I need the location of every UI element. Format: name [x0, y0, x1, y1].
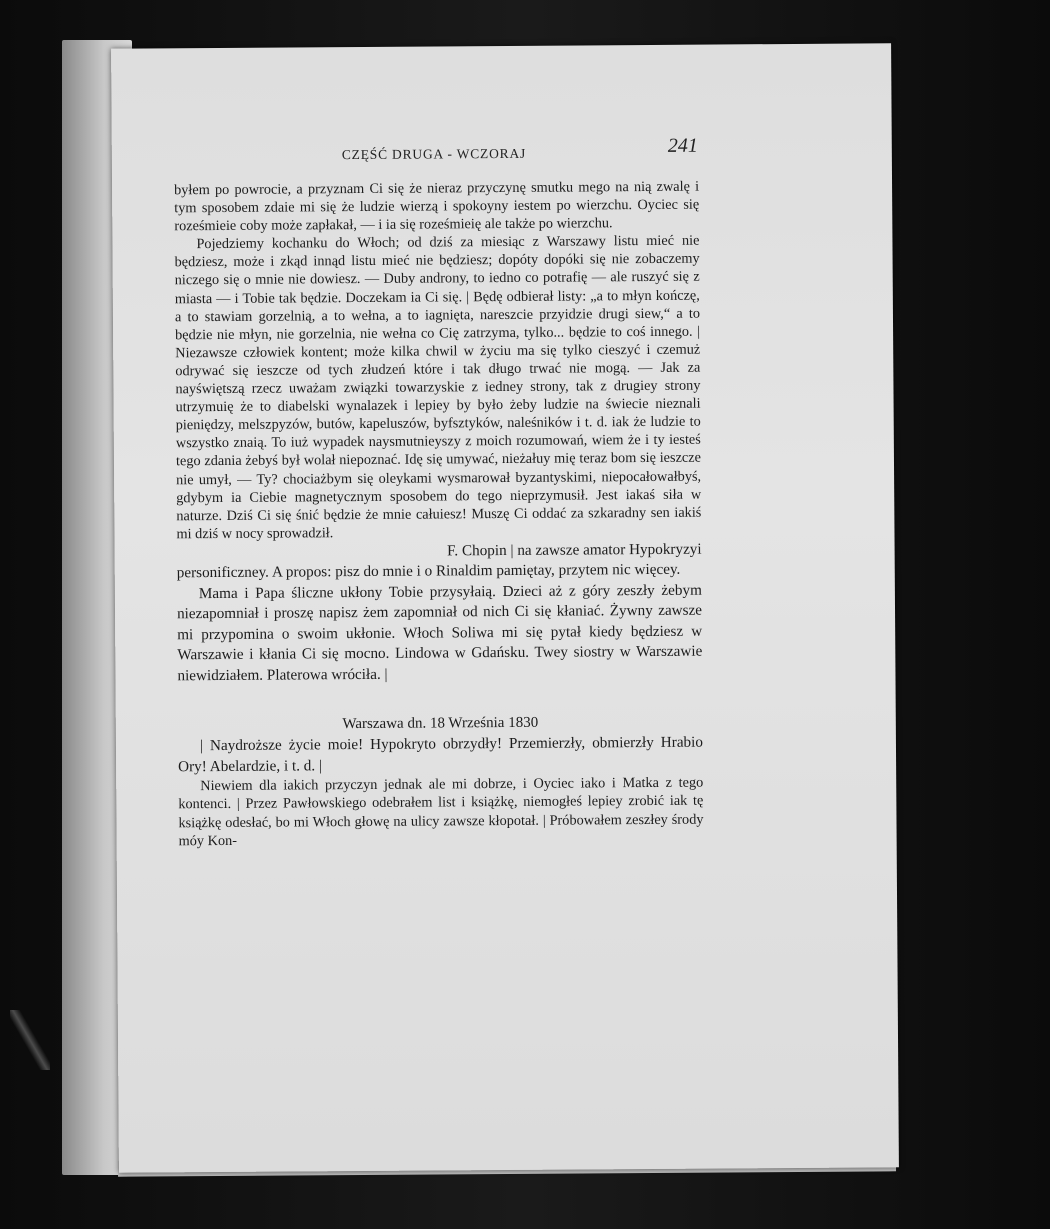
- signature-continuation: personificzney. A propos: pisz do mnie i o Rinaldim pamiętay, przytem nic więcey.: [176, 561, 681, 582]
- film-scratch: [10, 1010, 50, 1070]
- paragraph: Pojedziemy kochanku do Włoch; od dziś za miesiąc z Warszawy listu mieć nie będziesz, może i zkąd innąd listu mieć nie będziesz; dopóty dopóki się nie zobaczemy niczego się o mnie nie dowiesz. — Duby androny, to iedno co potrafię — ale ruszyć się z miasta — i Tobie tak będzie. Doczekam ia Ci się. | Będę odbierał listy: „a to młyn kończę, a to stawiam gorzelnią, a to wełna, a to iagnięta, nareszcie przyidzie drugi siew,“ a to będzie nie młyn, nie gorzelnia, nie wełna co Cię zatrzyma, tylko... będzie to coś innego. | Niezawsze człowiek kontent; może kilka chwil w życiu ma się tylko cieszyć i czemuż odrywać się ieszcze od tych złudzeń które i tak długo trwać nie mogą. — Jak za nayświętszą rzecz uważam związki towarzyskie z iedney strony, tak z drugiey strony utrzymuię że to diabelski wynalazek i lepiey by było żeby ludzie na świecie nieznali pieniędzy, melszpyzów, butów, kapeluszów, byfsztyków, naleśników i t. d. iak że ludzie to wszystko znaią. To iuż wypadek naysmutnieyszy z moich rozumowań, wiem że i ty iesteś tego zdania żebyś był wolał niepoznać. Idę się umywać, nieżałuy mię teraz bom się ieszcze nie umył, — Ty? chociażbym się oleykami wysmarował byzantyskimi, niepocałowałbyś, gdybym ia Ciebie magnetycznym sposobem do tego nieprzymusił. Jest iakaś siła w naturze. Dziś Ci się śnić będzie że mnie całuiesz! Muszę Ci oddać za szkaradny sen iakiś mi dziś w nocy sprowadził.: [174, 232, 702, 543]
- final-paragraph: Niewiem dla iakich przyczyn jednak ale mi dobrze, i Oyciec iako i Matka z tego kontenci. | Przez Pawłowskiego odebrałem list i książkę, niemogłeś lepiey zrobić iak tę książkę odesłać, bo mi Włoch głowę na ulicy zawsze kłopotał. | Próbowałem zeszłey środy móy Kon-: [178, 774, 704, 849]
- page-number: 241: [667, 134, 698, 157]
- dateline: Warszawa dn. 18 Września 1830: [342, 715, 539, 733]
- salutation: | Naydroższe życie moie! Hypokryto obrzydły! Przemierzły, obmierzły Hrabio Ory! Abelardzie, i t. d. |: [178, 733, 704, 776]
- paragraph: byłem po powrocie, a przyznam Ci się że nieraz przyczynę smutku mego na nią zwalę i tym sposobem zdaie mi się że ludzie wierzą i spokoyny iestem po wierzchu. Oyciec się roześmieie coby może zapłakał, — i ia się roześmieię ale także po wierzchu.: [174, 178, 700, 235]
- postscript: Mama i Papa śliczne ukłony Tobie przysyłaią. Dzieci aż z góry zeszły żebym niezapomniał i proszę napisz żem zapomniał od nich Ci się kłaniać. Żywny zawsze mi przypomina o swoim ukłonie. Włoch Soliwa mi się pytał kiedy będziesz w Warszawie i kłania Ci się mocno. Lindowa w Gdańsku. Twey siostry w Warszawie niewidziałem. Platerowa wróciła. |: [176, 581, 703, 685]
- letter-text: [174, 178, 704, 850]
- book-page: [111, 43, 899, 1172]
- page-header: [112, 134, 892, 174]
- signature-line: F. Chopin | na zawsze amator Hypokryzyi: [447, 540, 702, 560]
- running-title: CZĘŚĆ DRUGA - WCZORAJ: [341, 145, 527, 163]
